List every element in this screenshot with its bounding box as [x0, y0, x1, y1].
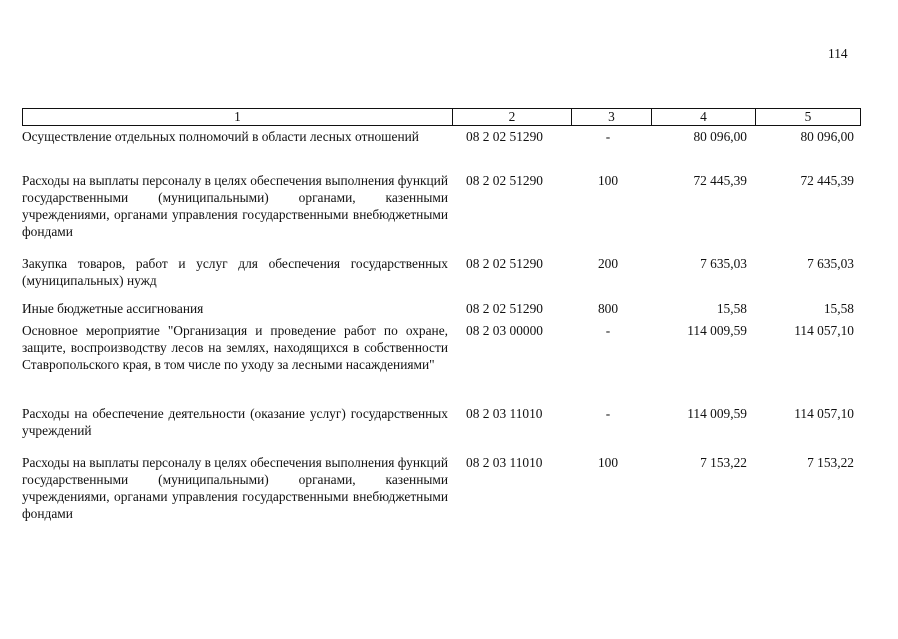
row-amount-2: 7 153,22: [807, 455, 854, 470]
table-row: [22, 172, 856, 255]
row-amount-2: 80 096,00: [800, 129, 854, 144]
row-name: Иные бюджетные ассигнования: [22, 301, 204, 316]
budget-table-body: [22, 128, 856, 526]
row-name: Основное мероприятие "Организация и проведение работ по охране, защите, воспроизводству лесов на землях, находящихся в собственности Ставропольского края, в том числе по уходу за лесными насаждениями": [22, 323, 448, 372]
table-row: [22, 128, 856, 172]
row-amount-2: 114 057,10: [794, 406, 854, 421]
row-name: Осуществление отдельных полномочий в области лесных отношений: [22, 129, 419, 144]
row-type: 800: [597, 301, 619, 316]
row-type: 100: [597, 455, 619, 470]
row-type: 100: [597, 173, 619, 188]
row-amount-2: 114 057,10: [794, 323, 854, 338]
row-amount-2: 72 445,39: [800, 173, 854, 188]
column-header-table: [22, 108, 861, 126]
row-type: -: [605, 323, 611, 338]
column-header-2: 2: [453, 109, 572, 126]
row-code: 08 2 02 51290: [466, 301, 543, 316]
column-header-row: [23, 109, 861, 126]
table-row: [22, 255, 856, 300]
table-row: [22, 454, 856, 526]
row-code: 08 2 03 11010: [466, 406, 543, 421]
table-row: [22, 300, 856, 322]
page-number: 114: [828, 46, 848, 61]
row-amount-1: 7 153,22: [700, 455, 747, 470]
table-row: [22, 322, 856, 405]
row-amount-1: 72 445,39: [693, 173, 747, 188]
row-amount-1: 114 009,59: [687, 406, 747, 421]
row-type: -: [605, 406, 611, 421]
column-header-3: 3: [572, 109, 652, 126]
row-code: 08 2 02 51290: [466, 256, 543, 271]
row-amount-1: 7 635,03: [700, 256, 747, 271]
row-amount-2: 15,58: [823, 301, 854, 316]
row-code: 08 2 03 11010: [466, 455, 543, 470]
row-code: 08 2 02 51290: [466, 129, 543, 144]
column-header-4: 4: [652, 109, 756, 126]
column-header-5: 5: [756, 109, 861, 126]
row-name: Закупка товаров, работ и услуг для обеспечения государственных (муниципальных) нужд: [22, 256, 448, 288]
row-name: Расходы на выплаты персоналу в целях обеспечения выполнения функций государственными (муниципальными) органами, казенными учреждениями, органами управления государственными внебюджетными фондами: [22, 173, 448, 239]
row-type: 200: [597, 256, 619, 271]
row-code: 08 2 02 51290: [466, 173, 543, 188]
row-name: Расходы на обеспечение деятельности (оказание услуг) государственных учреждений: [22, 406, 448, 438]
row-amount-1: 114 009,59: [687, 323, 747, 338]
table-row: [22, 405, 856, 454]
row-code: 08 2 03 00000: [466, 323, 543, 338]
row-amount-1: 80 096,00: [693, 129, 747, 144]
row-amount-2: 7 635,03: [807, 256, 854, 271]
column-header-1: 1: [23, 109, 453, 126]
row-type: -: [605, 129, 611, 144]
row-amount-1: 15,58: [716, 301, 747, 316]
row-name: Расходы на выплаты персоналу в целях обеспечения выполнения функций государственными (муниципальными) органами, казенными учреждениями, органами управления государственными внебюджетными фондами: [22, 455, 448, 521]
